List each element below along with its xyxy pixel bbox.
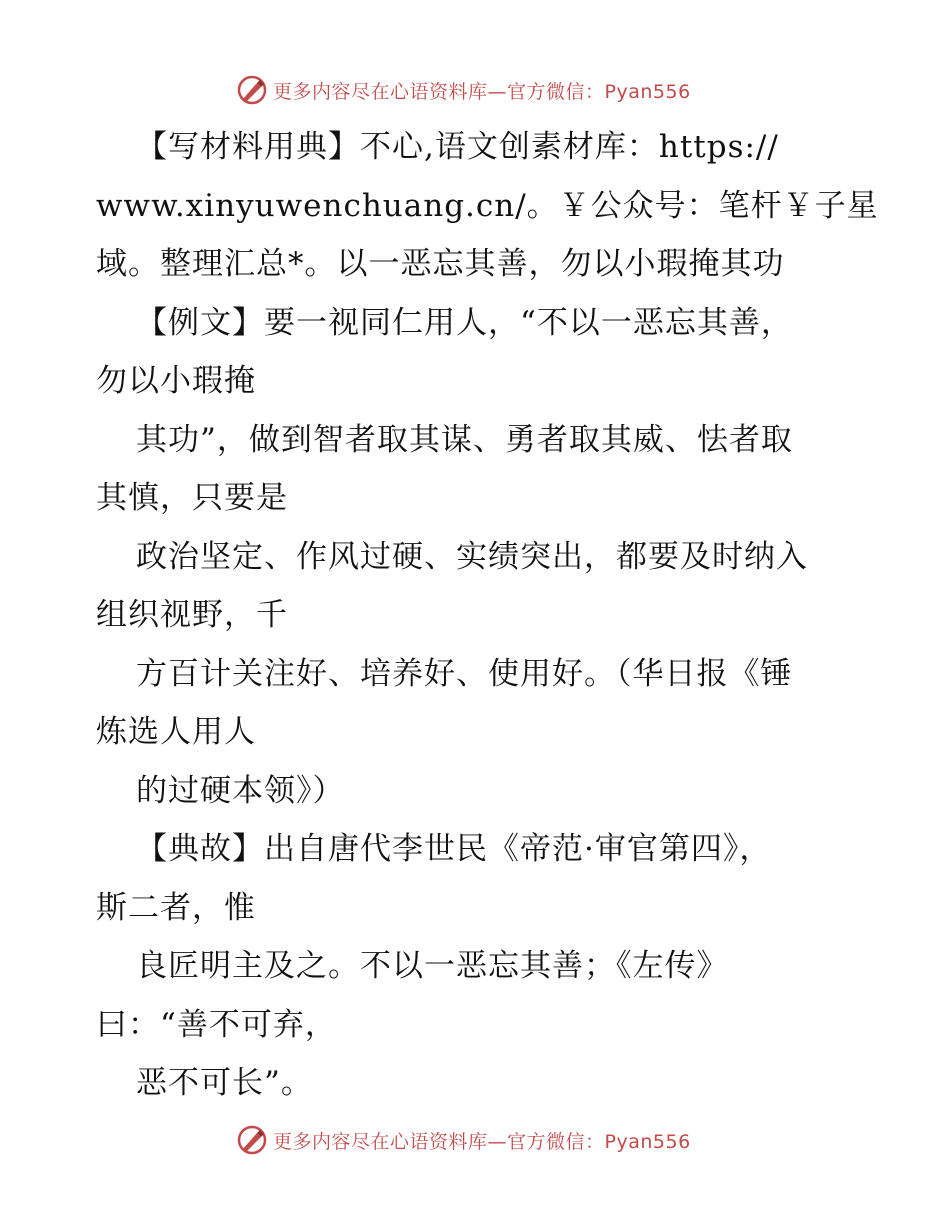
text-line: 良匠明主及之。不以一恶忘其善；《左传》	[136, 948, 729, 984]
text-line: 斯二者，惟	[96, 889, 256, 926]
text-line: 域。整理汇总*。以一恶忘其善，勿以小瑕掩其功	[96, 246, 785, 282]
text-line: 的过硬本领》）	[136, 772, 345, 809]
text-line: 曰：“善不可弃，	[96, 1006, 337, 1043]
text-line: 【典故】出自唐代李世民《帝范·审官第四》，	[136, 831, 772, 867]
text-line: 组织视野，千	[96, 597, 288, 633]
text-line: 勿以小瑕掩	[96, 363, 256, 399]
text-line: www.xinyuwenchuang.cn/。￥公众号：笔杆￥子星	[96, 187, 879, 224]
pen-logo-icon	[235, 73, 269, 107]
text-line: 方百计关注好、培养好、使用好。（华日报《锤	[136, 655, 793, 692]
text-line: 【例文】要一视同仁用人，“不以一恶忘其善，	[136, 304, 793, 341]
text-line: 炼选人用人	[96, 714, 256, 750]
footer-watermark	[235, 1122, 691, 1158]
text-line: 【写材料用典】不心,语文创素材库：https://	[136, 129, 779, 165]
watermark-text: 更多内容尽在心语资料库—官方微信：Pyan556	[273, 80, 691, 103]
text-line: 其功”，做到智者取其谋、勇者取其威、怯者取	[136, 421, 793, 458]
header-watermark	[235, 72, 691, 108]
text-line: 政治坚定、作风过硬、实绩突出，都要及时纳入	[136, 538, 808, 575]
pen-logo-icon	[235, 1123, 269, 1157]
watermark-text: 更多内容尽在心语资料库—官方微信：Pyan556	[273, 1130, 691, 1153]
text-line: 恶不可长”。	[136, 1065, 313, 1101]
document-body	[96, 118, 879, 1113]
text-line: 其慎，只要是	[96, 480, 288, 516]
